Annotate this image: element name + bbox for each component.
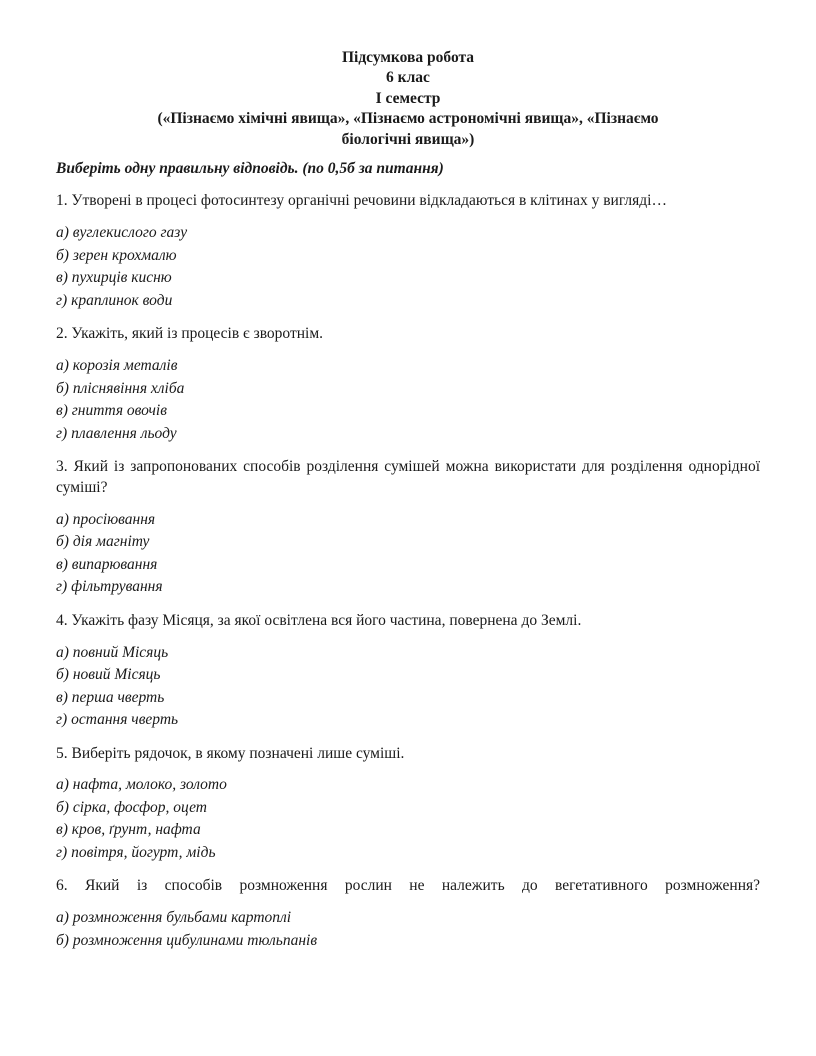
- question-3-text: 3. Який із запропонованих способів розділення сумішей можна використати для розділення однорідної суміші?: [56, 458, 760, 496]
- answer-option: а) повний Місяць: [56, 643, 169, 661]
- answer-option: в) випарювання: [56, 555, 158, 573]
- answer-option: а) розмноження бульбами картоплі: [56, 909, 292, 927]
- answer-option: б) зерен крохмалю: [56, 246, 177, 264]
- answer-option: в) пухирців кисню: [56, 269, 172, 287]
- title-line-3: І семестр: [375, 89, 441, 107]
- question-5-text: 5. Виберіть рядочок, в якому позначені лише суміші.: [56, 744, 405, 762]
- question-2-answers: [56, 355, 760, 445]
- answer-option: б) розмноження цибулинами тюльпанів: [56, 931, 318, 949]
- answer-option: б) дія магніту: [56, 533, 150, 551]
- answer-option: а) корозія металів: [56, 357, 178, 375]
- answer-option: б) пліснявіння хліба: [56, 379, 185, 397]
- document-title-block: [56, 48, 760, 150]
- title-line-1: Підсумкова робота: [341, 49, 475, 66]
- answer-option: а) просіювання: [56, 510, 156, 528]
- answer-option: в) гниття овочів: [56, 402, 167, 420]
- question-5-answers: [56, 774, 760, 864]
- answer-option: г) остання чверть: [56, 711, 179, 729]
- question-1-text: 1. Утворені в процесі фотосинтезу органічні речовини відкладаються в клітинах у вигляді…: [56, 192, 667, 210]
- answer-option: в) перша чверть: [56, 688, 165, 706]
- answer-option: г) краплинок води: [56, 291, 173, 309]
- answer-option: а) вуглекислого газу: [56, 224, 188, 242]
- question-1-answers: [56, 222, 760, 312]
- title-line-5: біологічні явища»): [341, 130, 475, 148]
- instruction-text: Виберіть одну правильну відповідь. (по 0,5б за питання): [56, 160, 444, 178]
- question-3-answers: [56, 509, 760, 599]
- title-line-2: 6 клас: [386, 69, 430, 87]
- question-2-text: 2. Укажіть, який із процесів є зворотнім.: [56, 325, 324, 343]
- answer-option: б) новий Місяць: [56, 666, 161, 684]
- title-line-4: («Пізнаємо хімічні явища», «Пізнаємо астрономічні явища», «Пізнаємо: [157, 110, 659, 128]
- question-4-text: 4. Укажіть фазу Місяця, за якої освітлена вся його частина, повернена до Землі.: [56, 611, 582, 629]
- answer-option: г) плавлення льоду: [56, 424, 177, 442]
- question-6-text: 6. Який із способів розмноження рослин не належить до вегетативного розмноження?: [56, 877, 760, 895]
- question-6-answers: [56, 907, 760, 952]
- answer-option: б) сірка, фосфор, оцет: [56, 798, 207, 816]
- answer-option: а) нафта, молоко, золото: [56, 776, 227, 794]
- question-4-answers: [56, 642, 760, 732]
- answer-option: в) кров, ґрунт, нафта: [56, 821, 201, 839]
- answer-option: г) повітря, йогурт, мідь: [56, 843, 216, 861]
- answer-option: г) фільтрування: [56, 578, 163, 596]
